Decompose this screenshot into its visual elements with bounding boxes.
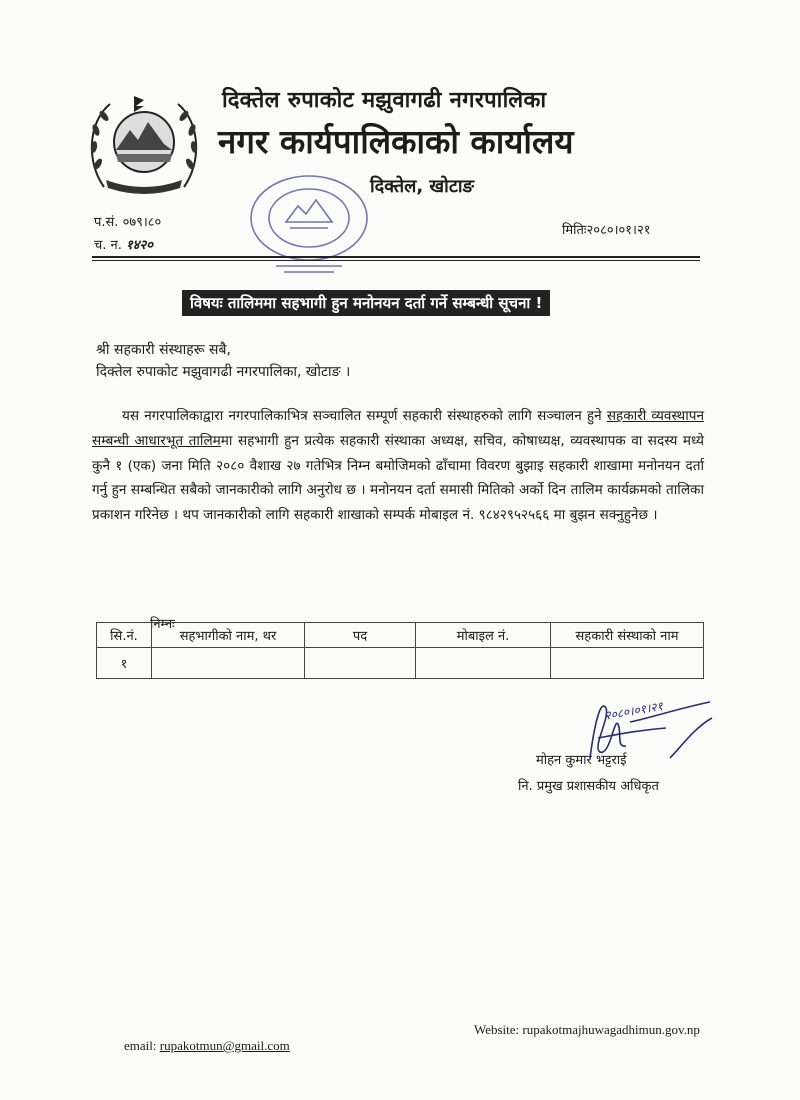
notice-body-part-1: यस नगरपालिकाद्वारा नगरपालिकाभित्र सञ्चालित सम्पूर्ण सहकारी संस्थाहरुको लागि सञ्चालन हुने bbox=[122, 408, 607, 424]
email-label: email: bbox=[124, 1038, 160, 1053]
office-seal-stamp-icon bbox=[246, 170, 372, 274]
table-row bbox=[97, 648, 704, 679]
header-divider bbox=[92, 256, 700, 258]
office-location: दिक्तेल, खोटाङ bbox=[370, 176, 475, 197]
col-cooperative-name: सहकारी संस्थाको नाम bbox=[551, 623, 704, 648]
signer-name: मोहन कुमार भट्टराई bbox=[536, 753, 627, 768]
handwritten-date: २०८०।०१।२१ bbox=[603, 698, 664, 724]
form-label: निम्नः bbox=[150, 617, 175, 632]
cell-position bbox=[305, 648, 416, 679]
col-participant-name: सहभागीको नाम, थर bbox=[152, 623, 305, 648]
cell-mobile bbox=[416, 648, 551, 679]
header-divider-thin bbox=[92, 260, 700, 261]
website-link[interactable]: rupakotmajhuwagadhimun.gov.np bbox=[522, 1022, 700, 1037]
dispatch-number-value: १४२० bbox=[126, 238, 154, 253]
col-mobile: मोबाइल नं. bbox=[416, 623, 551, 648]
addressee-line-1: श्री सहकारी संस्थाहरू सबै, bbox=[96, 342, 231, 358]
dispatch-number-label: च. न. bbox=[94, 238, 122, 253]
col-serial: सि.नं. bbox=[97, 623, 152, 648]
subject-line: विषयः तालिममा सहभागी हुन मनोनयन दर्ता गर्ने सम्बन्धी सूचना ! bbox=[182, 290, 550, 316]
table-header-row bbox=[97, 623, 704, 648]
cell-cooperative-name bbox=[551, 648, 704, 679]
notice-body bbox=[92, 404, 704, 528]
signer-title: नि. प्रमुख प्रशासकीय अधिकृत bbox=[518, 779, 659, 794]
nomination-form-table bbox=[96, 622, 704, 679]
dispatch-number bbox=[94, 235, 153, 253]
notice-body-part-2: मा सहभागी हुन प्रत्येक सहकारी संस्थाका अध्यक्ष, सचिव, कोषाध्यक्ष, व्यवस्थापक वा सदस्य मध्ये कुनै १ (एक) जना मिति २०८० वैशाख २७ गतेभित्र निम्न बमोजिमको ढाँचामा विवरण बुझाइ सहकारी शाखामा मनोनयन दर्ता गर्नु हुन सम्बन्धित सबैको जानकारीको लागि अनुरोध छ । मनोनयन दर्ता समासी मितिको अर्को दिन तालिम कार्यक्रमको तालिका प्रकाशन गरिनेछ । थप जानकारीको लागि सहकारी शाखाको सम्पर्क मोबाइल नं. ९८४२९५२५६६ मा बुझन सक्नुहुनेछ । bbox=[92, 432, 705, 524]
addressee-line-2: दिक्तेल रुपाकोट मझुवागढी नगरपालिका, खोटाङ । bbox=[96, 364, 351, 380]
website-label: Website: bbox=[474, 1022, 523, 1037]
municipality-name: दिक्तेल रुपाकोट मझुवागढी नगरपालिका bbox=[222, 88, 547, 113]
footer-website bbox=[474, 1022, 700, 1038]
nepal-government-emblem-icon bbox=[84, 92, 204, 200]
training-name: सहकारी व्यवस्थापन सम्बन्धी आधारभूत तालिम bbox=[92, 408, 704, 449]
cell-participant-name bbox=[152, 648, 305, 679]
letter-date: मितिः२०८०।०१।२१ bbox=[562, 223, 651, 238]
footer-email bbox=[124, 1038, 290, 1054]
email-link[interactable]: rupakotmun@gmail.com bbox=[159, 1038, 290, 1053]
col-position: पद bbox=[305, 623, 416, 648]
cell-serial: १ bbox=[97, 648, 152, 679]
reference-number: प.सं. ०७९।८० bbox=[94, 215, 162, 230]
office-title: नगर कार्यपालिकाको कार्यालय bbox=[218, 122, 574, 161]
